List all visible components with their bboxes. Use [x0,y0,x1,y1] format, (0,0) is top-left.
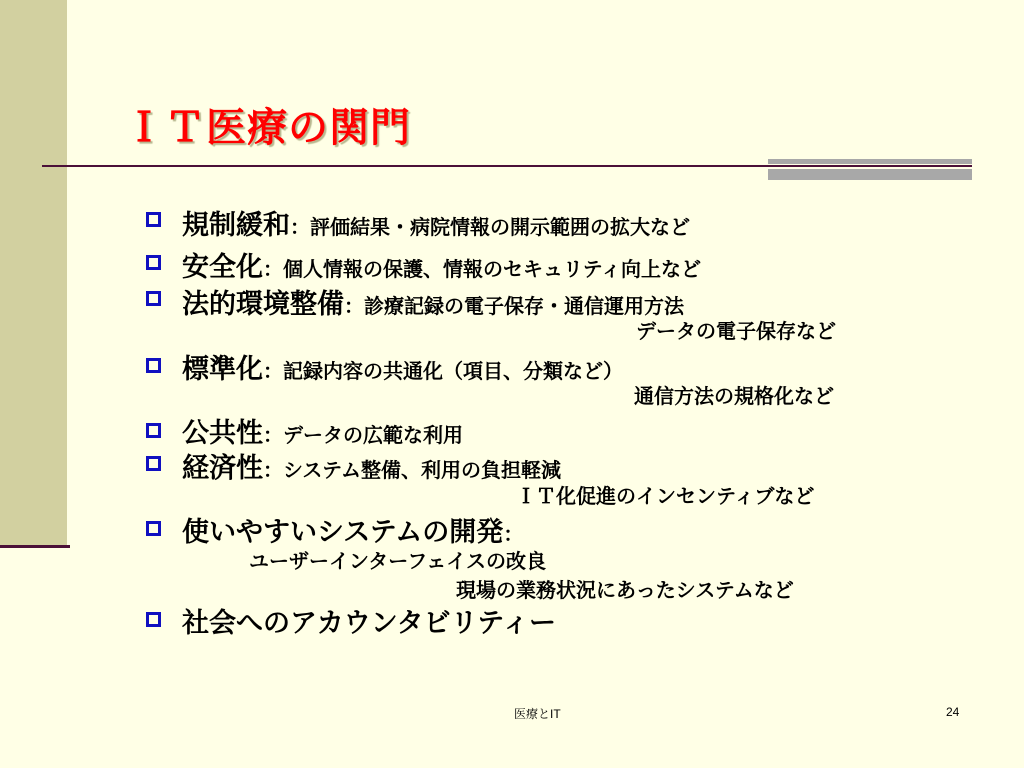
item-heading: 経済性 [182,453,263,484]
item-continuation: データの電子保存など [636,319,836,343]
title-divider [42,165,972,167]
bullet-icon [146,291,161,306]
item-continuation: ＩＴ化促進のインセンティブなど [516,484,815,508]
item-heading: 規制緩和 [182,210,290,241]
list-item [182,411,463,450]
footer-title: 医療とIT [514,707,561,721]
item-separator: ： [344,294,364,318]
item-continuation: 通信方法の規格化など [634,384,834,408]
bullet-icon [146,423,161,438]
item-separator: ： [290,215,310,239]
item-heading: 標準化 [182,354,263,385]
title-decor-bar-bottom [768,169,972,180]
item-heading: 使いやすいシステムの開発 [182,517,504,548]
item-continuation: ユーザーインターフェイスの改良 [249,549,546,573]
list-item [182,446,561,485]
item-separator: ： [263,423,283,447]
item-separator: ： [503,522,524,546]
item-heading: 公共性 [182,418,263,449]
item-description: 個人情報の保護、情報のセキュリティ向上など [283,257,701,281]
item-separator: ： [263,458,283,482]
bullet-icon [146,521,161,536]
bullet-icon [146,358,161,373]
item-heading: 社会へのアカウンタビリティー [182,608,556,639]
left-decor-underline [0,545,70,548]
item-separator: ： [263,257,283,281]
item-continuation: 現場の業務状況にあったシステムなど [456,578,794,602]
list-item [182,347,623,386]
page-number: 24 [946,705,960,719]
list-item [182,510,523,549]
title-decor-bar-top [768,159,972,164]
slide-title: ＩＴ医療の関門 [124,105,411,151]
bullet-icon [146,612,161,627]
bullet-icon [146,212,161,227]
item-description: 診療記録の電子保存・通信運用方法 [364,294,684,318]
list-item [182,245,701,284]
item-description: 評価結果・病院情報の開示範囲の拡大など [310,215,690,239]
item-heading: 法的環境整備 [182,289,344,320]
list-item [182,601,556,640]
bullet-icon [146,456,161,471]
left-decor-band [0,0,67,548]
item-heading: 安全化 [182,252,263,283]
item-description: データの広範な利用 [283,423,463,447]
item-separator: ： [263,359,283,383]
item-description: 記録内容の共通化（項目、分類など） [283,359,623,383]
list-item [182,282,684,321]
bullet-icon [146,255,161,270]
item-description: システム整備、利用の負担軽減 [283,458,561,482]
list-item [182,203,690,242]
